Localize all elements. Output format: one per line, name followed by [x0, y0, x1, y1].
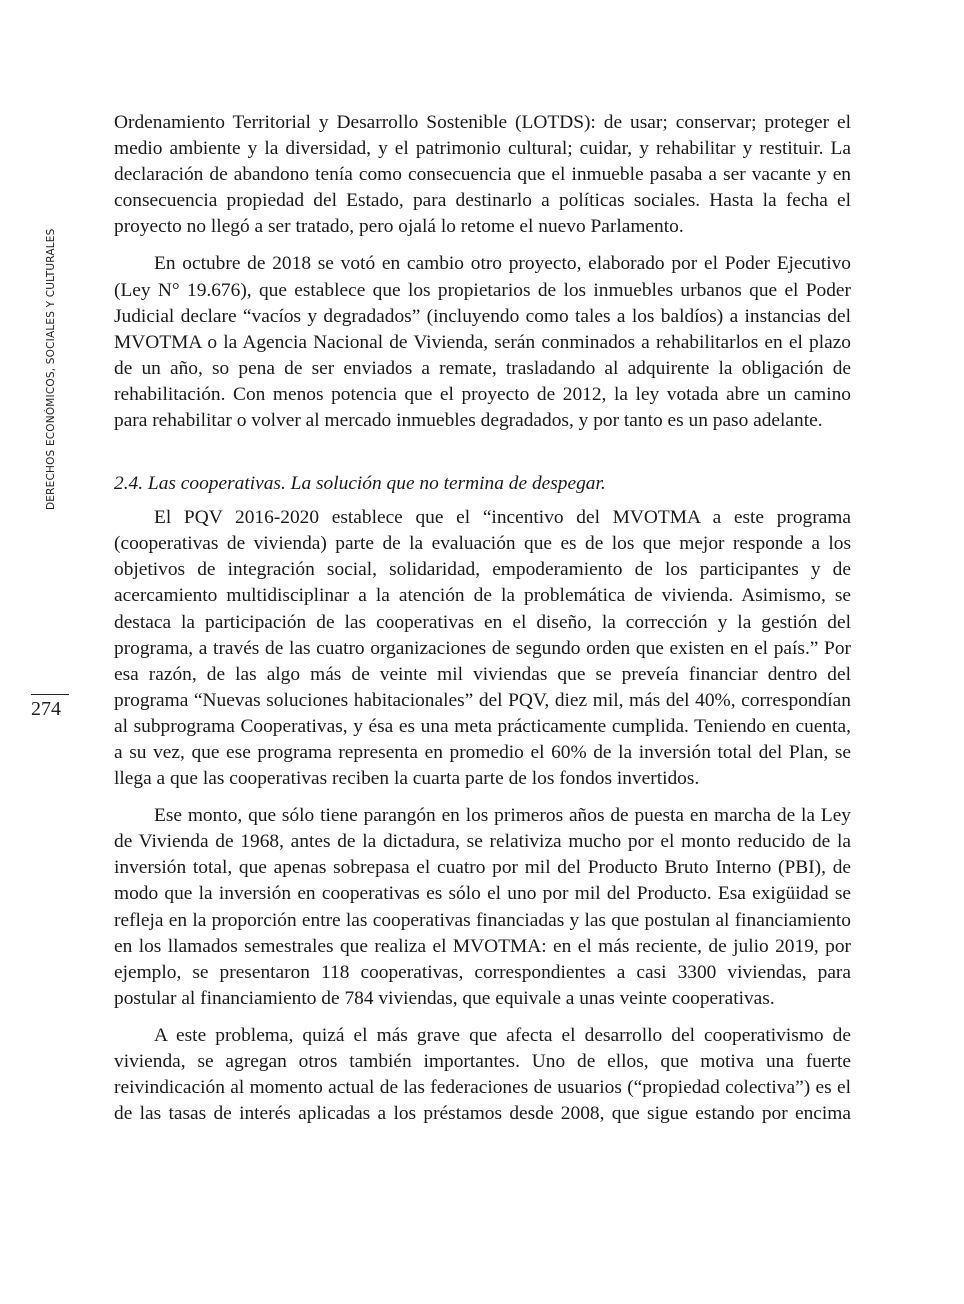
- running-header: DERECHOS ECONÓMICOS, SOCIALES Y CULTURALES: [45, 228, 57, 510]
- page-number: 274: [31, 694, 69, 721]
- section-heading: 2.4. Las cooperativas. La solución que no termina de despegar.: [114, 473, 606, 495]
- paragraph: El PQV 2016-2020 establece que el “incentivo del MVOTMA a este programa (cooperativas de vivienda) parte de la evaluación que es de los que mejor responde a los objetivos de integración social, solidaridad, empoderamiento de los participantes y de acercamiento multidisciplinar a la atención de la problemática de vivienda. Asimismo, se destaca la participación de las cooperativas en el diseño, la corrección y la gestión del programa, a través de las cuatro organizaciones de segundo orden que existen en el país.” Por esa razón, de las algo más de veinte mil viviendas que se preveía financiar dentro del programa “Nuevas soluciones habitacionales” del PQV, diez mil, más del 40%, correspondían al subprograma Cooperativas, y ésa es una meta prácticamente cumplida. Teniendo en cuenta, a su vez, que ese programa representa en promedio el 60% de la inversión total del Plan, se llega a que las cooperativas reciben la cuarta parte de los fondos invertidos.: [114, 507, 851, 790]
- paragraph: En octubre de 2018 se votó en cambio otro proyecto, elaborado por el Poder Ejecutivo (Ley N° 19.676), que establece que los propietarios de los inmuebles urbanos que el Poder Judicial declare “vacíos y degradados” (incluyendo como tales a los baldíos) a instancias del MVOTMA o la Agencia Nacional de Vivienda, serán conminados a rehabilitarlos en el plazo de un año, so pena de ser enviados a remate, trasladando al adquirente la obligación de rehabilitación. Con menos potencia que el proyecto de 2012, la ley votada abre un camino para rehabilitar o volver al mercado inmuebles degradados, y por tanto es un paso adelante.: [114, 253, 851, 432]
- paragraph: Ese monto, que sólo tiene parangón en los primeros años de puesta en marcha de la Ley de Vivienda de 1968, antes de la dictadura, se relativiza mucho por el monto reducido de la inversión total, que apenas sobrepasa el cuatro por mil del Producto Bruto Interno (PBI), de modo que la inversión en cooperativas es sólo el uno por mil del Producto. Esa exigüidad se refleja en la proporción entre las cooperativas financiadas y las que postulan al financiamiento en los llamados semestrales que realiza el MVOTMA: en el más reciente, de julio 2019, por ejemplo, se presentaron 118 cooperativas, correspondientes a casi 3300 viviendas, para postular al financiamiento de 784 viviendas, que equivale a unas veinte cooperativas.: [114, 805, 851, 1009]
- paragraph: A este problema, quizá el más grave que afecta el desarrollo del cooperativismo de vivienda, se agregan otros también importantes. Uno de ellos, que motiva una fuerte reivindicación al momento actual de las federaciones de usuarios (“propiedad colectiva”) es el de las tasas de interés aplicadas a los préstamos desde 2008, que sigue estando por encima: [114, 1024, 851, 1125]
- body-text: [114, 110, 851, 1138]
- paragraph: Ordenamiento Territorial y Desarrollo Sostenible (LOTDS): de usar; conservar; proteger el medio ambiente y la diversidad, y el patrimonio cultural; cuidar, y rehabilitar y restituir. La declaración de abandono tenía como consecuencia que el inmueble pasaba a ser vacante y en consecuencia propiedad del Estado, para destinarlo a políticas sociales. Hasta la fecha el proyecto no llegó a ser tratado, pero ojalá lo retome el nuevo Parlamento.: [114, 112, 851, 238]
